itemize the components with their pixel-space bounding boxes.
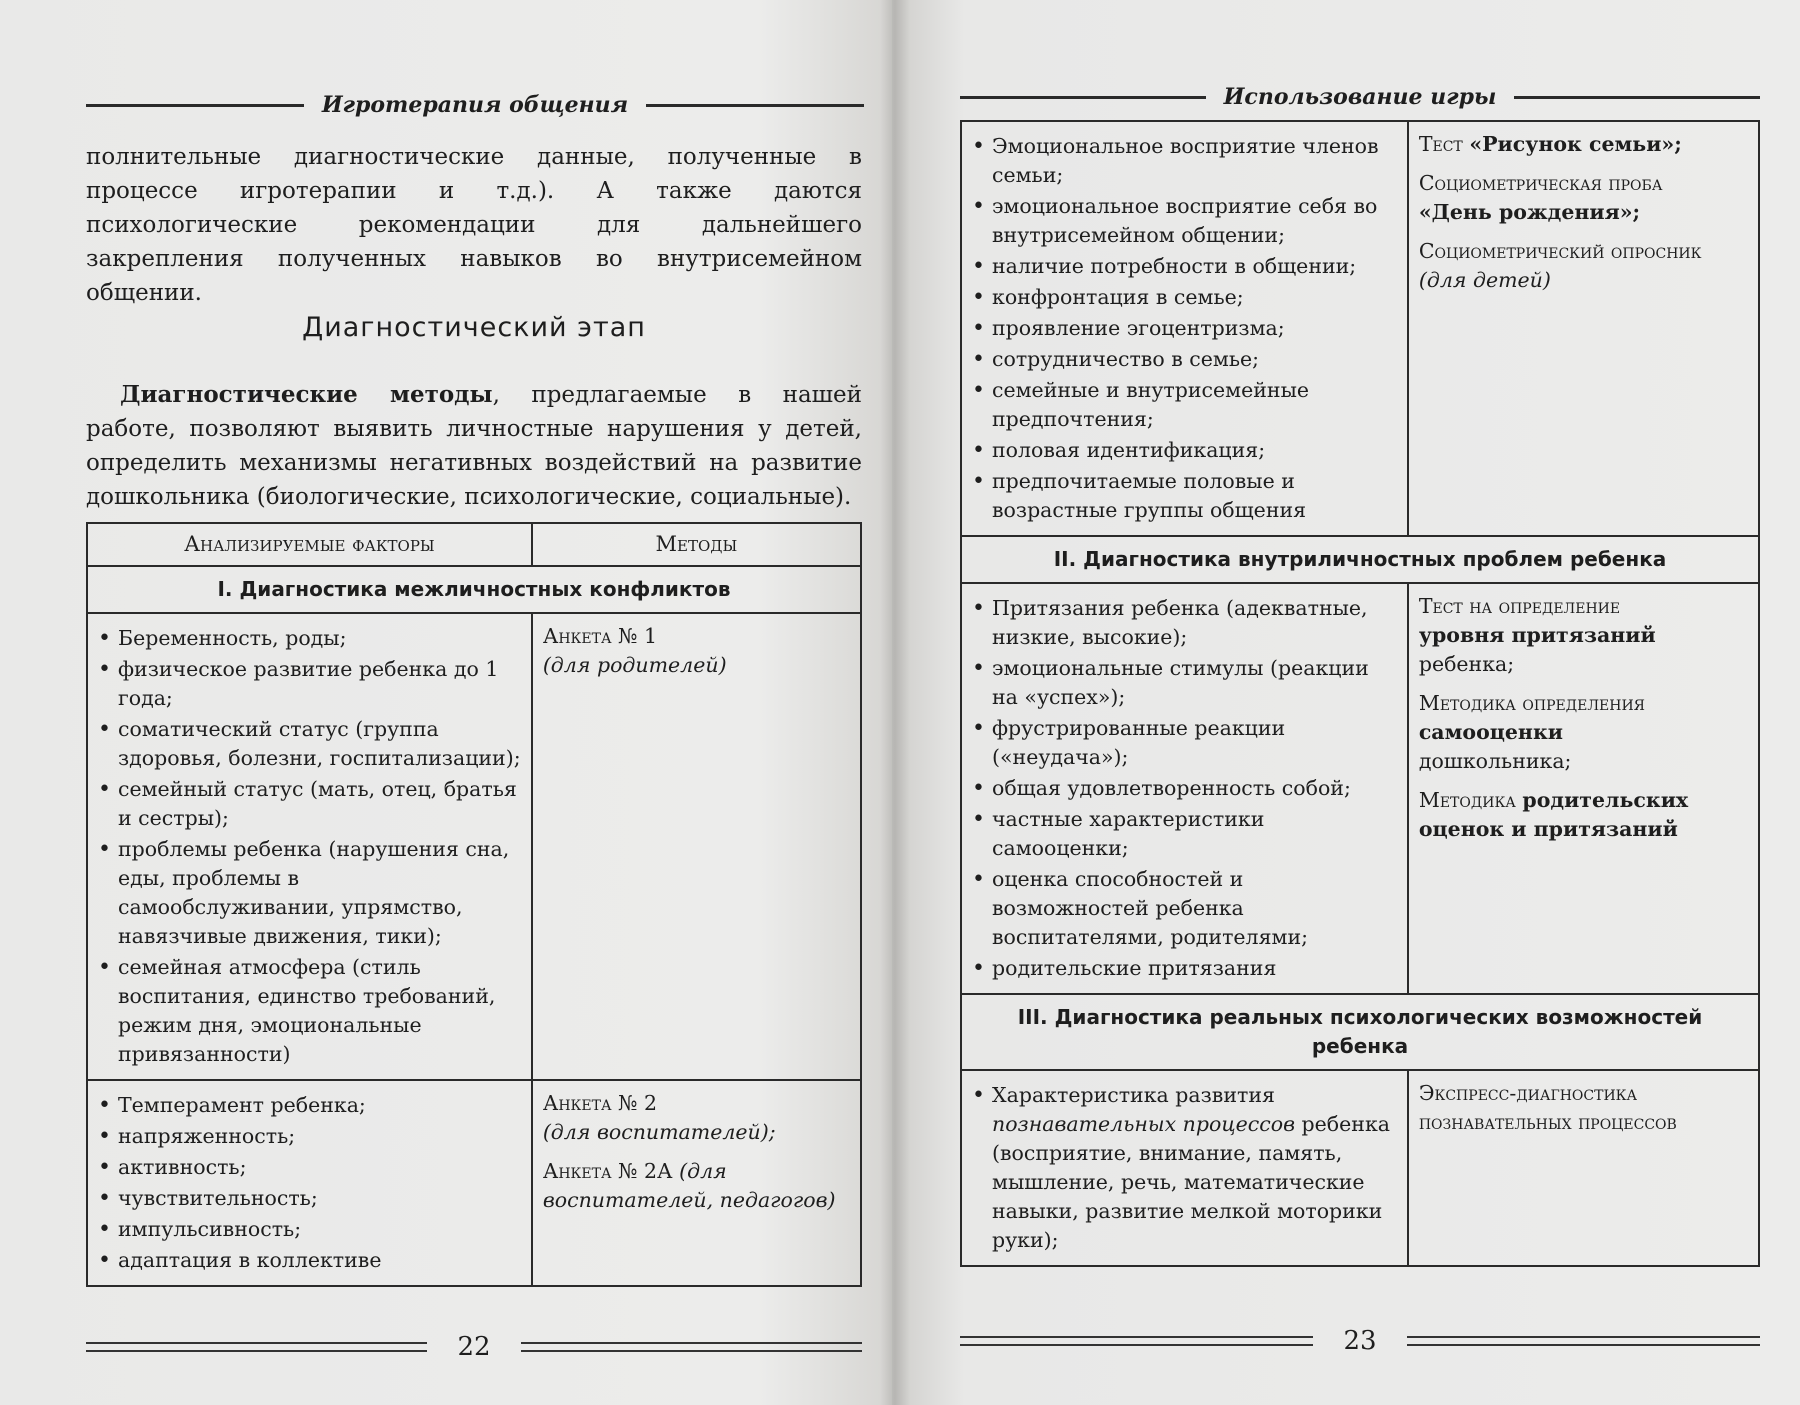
method-prefix: Тест на определение xyxy=(1418,594,1621,618)
factor-list xyxy=(98,624,521,1069)
factors-cell xyxy=(961,121,1408,536)
factor-list xyxy=(972,594,1397,983)
list-item: • Притязания ребенка (адекватные, низкие, высокие); xyxy=(972,594,1397,652)
list-item: • проблемы ребенка (нарушения сна, еды, проблемы в самообслуживании, упрямство, навязчивые движения, тики); xyxy=(98,835,521,951)
list-item: • половая идентификация; xyxy=(972,436,1397,465)
methods-cell xyxy=(532,613,861,1080)
method-note: (для детей) xyxy=(1418,268,1551,292)
running-head-title: Использование игры xyxy=(1223,84,1497,110)
method-title: «Рисунок семьи»; xyxy=(1469,132,1682,156)
table-row xyxy=(87,1080,861,1286)
list-item: • семейные и внутрисемейные предпочтения; xyxy=(972,376,1397,434)
header-rule xyxy=(86,104,304,107)
list-item: • эмоциональные стимулы (реакции на «успех»); xyxy=(972,654,1397,712)
list-item: • фрустрированные реакции («неудача»); xyxy=(972,714,1397,772)
right-running-head xyxy=(960,84,1760,110)
list-item: • семейный статус (мать, отец, братья и сестры); xyxy=(98,775,521,833)
list-item: • конфронтация в семье; xyxy=(972,283,1397,312)
left-page xyxy=(0,0,892,1405)
methods-cell xyxy=(1408,1070,1759,1266)
section-3-title: III. Диагностика реальных психологических возможностей ребенка xyxy=(961,994,1759,1070)
method-entry xyxy=(1419,786,1748,844)
section-heading: Диагностический этап xyxy=(302,312,646,343)
list-item xyxy=(972,1081,1397,1255)
list-item: • импульсивность; xyxy=(98,1215,521,1244)
header-rule xyxy=(1514,96,1760,99)
method-entry xyxy=(543,1089,850,1147)
list-item: • наличие потребности в общении; xyxy=(972,252,1397,281)
factors-cell xyxy=(87,1080,532,1286)
page-number: 23 xyxy=(1343,1326,1377,1356)
list-item: • родительские притязания xyxy=(972,954,1397,983)
method-title: «День рождения»; xyxy=(1418,200,1641,224)
list-item: • физическое развитие ребенка до 1 года; xyxy=(98,655,521,713)
list-item: • семейная атмосфера (стиль воспитания, единство требований, режим дня, эмоциональные привязанности) xyxy=(98,953,521,1069)
factor-suffix: ребенка (восприятие, внимание, память, мышление, речь, математические навыки, развитие мелкой моторики руки); xyxy=(992,1112,1390,1252)
left-footer xyxy=(86,1332,862,1362)
list-item: • проявление эгоцентризма; xyxy=(972,314,1397,343)
method-entry xyxy=(1419,592,1748,679)
methods-column-header: Методы xyxy=(532,523,861,566)
list-item: • Беременность, роды; xyxy=(98,624,521,653)
list-item: • активность; xyxy=(98,1153,521,1182)
factor-list xyxy=(972,1081,1397,1255)
list-item: • чувствительность; xyxy=(98,1184,521,1213)
list-item: • соматический статус (группа здоровья, болезни, госпитализации); xyxy=(98,715,521,773)
method-entry xyxy=(543,1157,850,1215)
method-entry xyxy=(1419,130,1748,159)
list-item: • оценка способностей и возможностей ребенка воспитателями, родителями; xyxy=(972,865,1397,952)
footer-rule xyxy=(521,1342,862,1352)
header-rule xyxy=(646,104,864,107)
list-item: • Эмоциональное восприятие членов семьи; xyxy=(972,132,1397,190)
method-entry xyxy=(1419,689,1748,776)
section-row xyxy=(87,566,861,613)
method-note: (для родителей) xyxy=(542,653,727,677)
method-entry xyxy=(1419,237,1748,295)
method-title: самооценки xyxy=(1418,720,1563,744)
factors-cell xyxy=(961,583,1408,994)
methods-cell xyxy=(1408,583,1759,994)
method-prefix: Социометрическая проба xyxy=(1418,171,1663,195)
method-title: Экспресс-диагностика познавательных процессов xyxy=(1418,1081,1677,1134)
method-prefix: Методика xyxy=(1418,788,1516,812)
method-name: Анкета № 2 xyxy=(542,1091,658,1115)
right-page xyxy=(892,0,1800,1405)
method-prefix: Социометрический опросник xyxy=(1418,239,1702,263)
page-number: 22 xyxy=(457,1332,491,1362)
running-head-title: Игротерапия общения xyxy=(321,92,629,118)
method-entry xyxy=(1419,169,1748,227)
factor-list xyxy=(972,132,1397,525)
method-prefix: Методика определения xyxy=(1418,691,1645,715)
method-suffix: ребенка; xyxy=(1418,652,1515,676)
footer-rule xyxy=(86,1342,427,1352)
list-item: • предпочитаемые половые и возрастные группы общения xyxy=(972,467,1397,525)
table-row xyxy=(961,583,1759,994)
right-footer xyxy=(960,1326,1760,1356)
footer-rule xyxy=(960,1336,1313,1346)
method-note: (для воспитателей); xyxy=(542,1120,776,1144)
right-diagnostics-table xyxy=(960,120,1760,1267)
factors-column-header: Анализируемые факторы xyxy=(87,523,532,566)
intro-paragraph: полнительные диагностические данные, полученные в процессе игротерапии и т.д.). А также даются психологические рекомендации для дальнейшего закрепления полученных навыков во внутрисемейном общении. xyxy=(86,144,862,306)
section-1-title: I. Диагностика межличностных конфликтов xyxy=(87,566,861,613)
methods-cell xyxy=(532,1080,861,1286)
section-row xyxy=(961,536,1759,583)
method-prefix: Тест xyxy=(1418,132,1463,156)
left-diagnostics-table xyxy=(86,522,862,1287)
header-rule xyxy=(960,96,1206,99)
method-note: (для воспитателей, педагогов) xyxy=(542,1159,836,1212)
list-item: • Темперамент ребенка; xyxy=(98,1091,521,1120)
factor-prefix: Характеристика развития xyxy=(992,1083,1275,1107)
table-row xyxy=(961,1070,1759,1266)
book-gutter xyxy=(880,0,910,1405)
method-name: Анкета № 2А xyxy=(542,1159,673,1183)
section-2-title: II. Диагностика внутриличностных проблем ребенка xyxy=(961,536,1759,583)
factors-cell xyxy=(87,613,532,1080)
factor-list xyxy=(98,1091,521,1275)
factor-emphasis: познавательных процессов xyxy=(992,1112,1296,1136)
list-item: • сотрудничество в семье; xyxy=(972,345,1397,374)
list-item: • напряженность; xyxy=(98,1122,521,1151)
list-item: • эмоциональное восприятие себя во внутрисемейном общении; xyxy=(972,192,1397,250)
methods-text: , предлагаемые в нашей работе, позволяют выявить личностные нарушения у детей, определить механизмы негативных воздействий на развитие дошкольника (биологические, психологические, социальные). xyxy=(86,382,863,510)
left-running-head xyxy=(86,92,864,118)
section-row xyxy=(961,994,1759,1070)
method-suffix: дошкольника; xyxy=(1418,749,1572,773)
list-item: • частные характеристики самооценки; xyxy=(972,805,1397,863)
table-header-row xyxy=(87,523,861,566)
method-name: Анкета № 1 xyxy=(542,624,658,648)
list-item: • общая удовлетворенность собой; xyxy=(972,774,1397,803)
method-title: родительских оценок и притязаний xyxy=(1418,788,1689,841)
method-title: уровня притязаний xyxy=(1418,623,1656,647)
footer-rule xyxy=(1407,1336,1760,1346)
table-row xyxy=(961,121,1759,536)
methods-term: Диагностические методы xyxy=(120,381,493,408)
factors-cell xyxy=(961,1070,1408,1266)
table-row xyxy=(87,613,861,1080)
methods-cell xyxy=(1408,121,1759,536)
list-item: • адаптация в коллективе xyxy=(98,1246,521,1275)
methods-paragraph xyxy=(86,378,862,514)
